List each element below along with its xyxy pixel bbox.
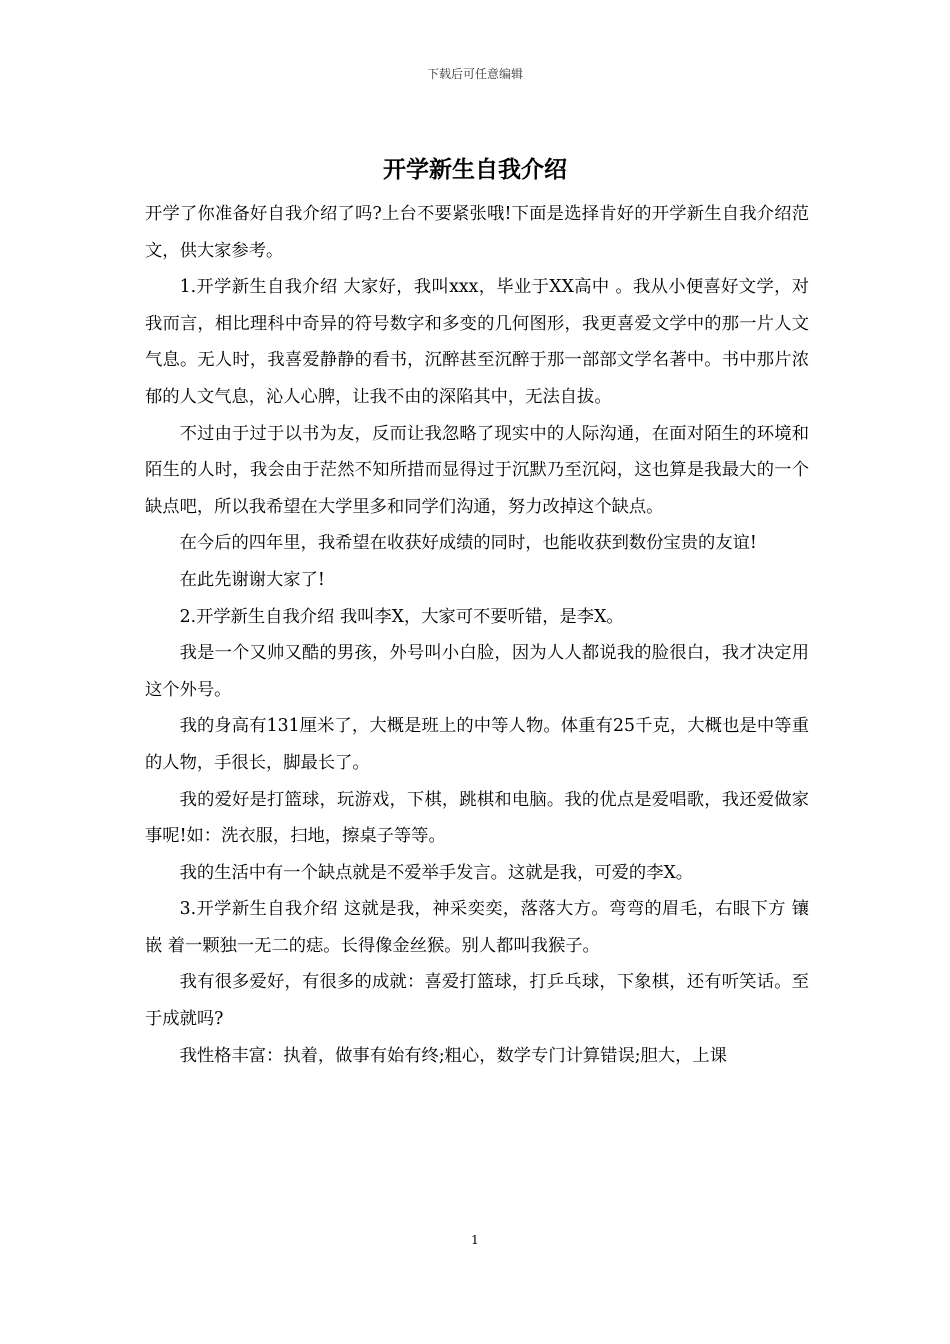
page-header: 下载后可任意编辑 bbox=[426, 67, 523, 81]
paragraph: 我是一个又帅又酷的男孩，外号叫小白脸，因为人人都说我的脸很白，我才决定用这个外号。 bbox=[145, 643, 809, 700]
document-title: 开学新生自我介绍 bbox=[383, 157, 567, 183]
paragraph: 1.开学新生自我介绍 大家好，我叫xxx，毕业于XX高中 。我从小便喜好文学，对我而言，相比理科中奇异的符号数字和多变的几何图形，我更喜爱文学中的那一片人文气息。无人时，我喜爱静静的看书，沉醉甚至沉醉于那一部部文学名著中。书中那片浓郁的人文气息，沁人心脾，让我不由的深陷其中，无法自拔。 bbox=[145, 277, 809, 407]
paragraph: 我性格丰富：执着，做事有始有终;粗心，数学专门计算错误;胆大，上课 bbox=[179, 1045, 727, 1066]
paragraph: 我的身高有131厘米了，大概是班上的中等人物。体重有25千克，大概也是中等重的人物，手很长，脚最长了。 bbox=[145, 716, 809, 773]
paragraph: 我有很多爱好，有很多的成就：喜爱打篮球，打乒乓球，下象棋，还有听笑话。至于成就吗? bbox=[145, 972, 809, 1030]
document-body bbox=[145, 196, 809, 1074]
paragraph: 3.开学新生自我介绍 这就是我，神采奕奕，落落大方。弯弯的眉毛，右眼下方 镶嵌 着一颗独一无二的痣。长得像金丝猴。别人都叫我猴子。 bbox=[145, 899, 809, 956]
paragraph: 在此先谢谢大家了! bbox=[179, 569, 325, 590]
paragraph: 我的生活中有一个缺点就是不爱举手发言。这就是我，可爱的李X。 bbox=[179, 862, 694, 883]
paragraph: 我的爱好是打篮球，玩游戏，下棋，跳棋和电脑。我的优点是爱唱歌，我还爱做家事呢!如：洗衣服，扫地，擦桌子等等。 bbox=[145, 789, 809, 847]
paragraph: 开学了你准备好自我介绍了吗?上台不要紧张哦!下面是选择肯好的开学新生自我介绍范文，供大家参考。 bbox=[145, 204, 809, 261]
paragraph: 2.开学新生自我介绍 我叫李X，大家可不要听错，是李X。 bbox=[179, 606, 624, 627]
paragraph: 不过由于过于以书为友，反而让我忽略了现实中的人际沟通，在面对陌生的环境和陌生的人时，我会由于茫然不知所措而显得过于沉默乃至沉闷，这也算是我最大的一个缺点吧，所以我希望在大学里多和同学们沟通，努力改掉这个缺点。 bbox=[145, 423, 809, 517]
page-number: 1 bbox=[471, 1233, 479, 1247]
paragraph: 在今后的四年里，我希望在收获好成绩的同时，也能收获到数份宝贵的友谊! bbox=[179, 533, 757, 554]
